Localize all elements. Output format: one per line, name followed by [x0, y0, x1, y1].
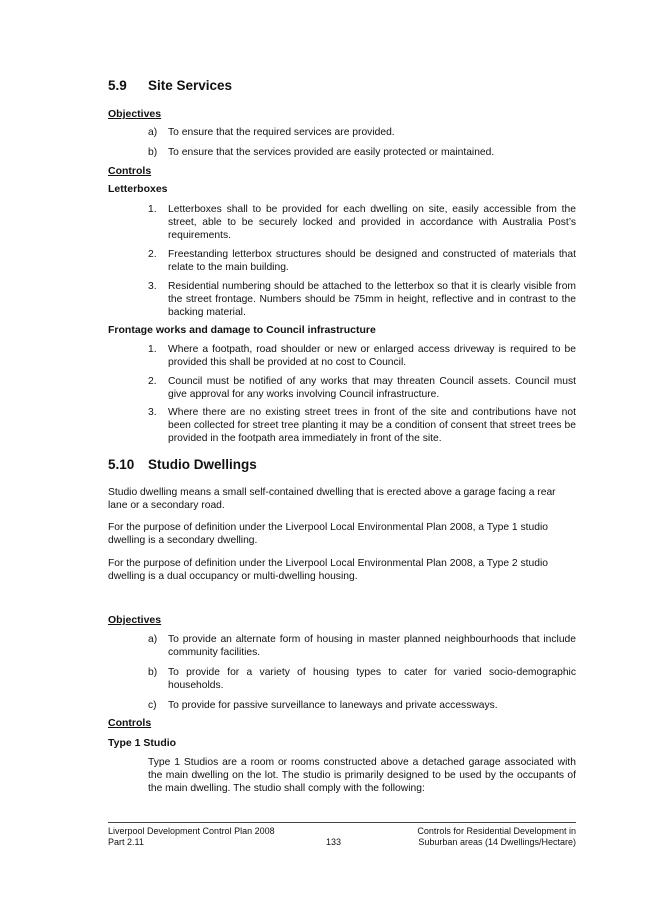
paragraph: For the purpose of definition under the Liverpool Local Environmental Plan 2008, a Type 1 studio dwelling is a secondary dwelling. [108, 522, 549, 546]
objectives-heading: Objectives [108, 614, 162, 626]
footer-part: Part 2.11 [108, 837, 144, 847]
page-number: 133 [326, 837, 342, 847]
type1-heading: Type 1 Studio [108, 737, 177, 749]
list-item: 2. Freestanding letterbox structures should be designed and constructed of materials that relate to the main building. [148, 249, 576, 273]
list-item: 1. Letterboxes shall to be provided for each dwelling on site, easily accessible from the street, able to be securely locked and provided in accordance with Australia Post’s requirements. [148, 204, 576, 241]
frontage-heading: Frontage works and damage to Council infrastructure [108, 324, 376, 336]
paragraph: Studio dwelling means a small self-contained dwelling that is erected above a garage facing a rear lane or a secondary road. [108, 487, 556, 511]
list-item: b) To provide for a variety of housing types to cater for varied socio-demographic households. [148, 667, 576, 691]
list-item: b) To ensure that the services provided are easily protected or maintained. [148, 147, 495, 158]
section-5-10-heading: 5.10 Studio Dwellings [108, 457, 257, 472]
list-item: c) To provide for passive surveillance to laneways and private accessways. [148, 700, 498, 711]
letterboxes-heading: Letterboxes [108, 183, 168, 195]
list-item: 1. Where a footpath, road shoulder or new or enlarged access driveway is required to be provided this shall be provided at no cost to Council. [148, 344, 576, 368]
controls-heading: Controls [108, 717, 152, 729]
paragraph: For the purpose of definition under the Liverpool Local Environmental Plan 2008, a Type 2 studio dwelling is a dual occupancy or multi-dwelling housing. [108, 558, 549, 582]
list-item: 3. Where there are no existing street trees in front of the site and contributions have not been collected for street tree planting it may be a condition of consent that street trees be provided in the footpath area immediately in front of the site. [148, 407, 576, 444]
footer-doc-title: Liverpool Development Control Plan 2008 [108, 826, 275, 836]
list-item: a) To provide an alternate form of housing in master planned neighbourhoods that include community facilities. [148, 634, 576, 658]
list-item: 3. Residential numbering should be attached to the letterbox so that it is clearly visible from the street frontage. Numbers should be 75mm in height, reflective and in contrast to the backing material. [148, 281, 576, 318]
footer-right [356, 826, 576, 848]
footer-section-subtitle: Suburban areas (14 Dwellings/Hectare) [418, 837, 576, 847]
list-item: a) To ensure that the required services are provided. [148, 127, 395, 138]
type1-paragraph: Type 1 Studios are a room or rooms constructed above a detached garage associated with the main dwelling on the lot. The studio is primarily designed to be used by the occupants of the main dwelling. The studio shall comply with the following: [148, 757, 576, 794]
footer-left [108, 826, 275, 848]
objectives-heading: Objectives [108, 108, 162, 120]
footer-section-title: Controls for Residential Development in [417, 826, 576, 836]
footer-rule [108, 822, 576, 823]
section-5-9-heading: 5.9 Site Services [108, 78, 233, 93]
controls-heading: Controls [108, 165, 152, 177]
list-item: 2. Council must be notified of any works that may threaten Council assets. Council must give approval for any works involving Council infrastructure. [148, 376, 576, 400]
